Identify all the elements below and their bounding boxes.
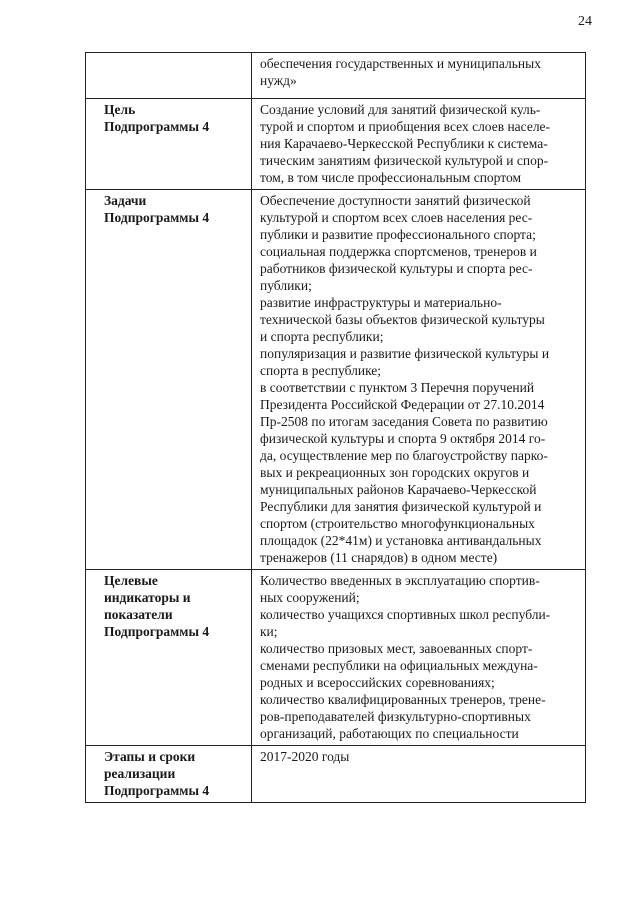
row-content-line: ния Карачаево-Черкесской Республики к система-	[260, 136, 548, 151]
row-content-line: популяризация и развитие физической культуры и	[260, 346, 550, 361]
row-content-line: да, осуществление мер по благоустройству парко-	[260, 448, 548, 463]
table-row	[86, 99, 586, 190]
row-content-line: обеспечения государственных и муниципальных	[260, 56, 541, 71]
row-content-line: физической культуры и спорта 9 октября 2014 го-	[260, 431, 546, 446]
row-content-line: публики и развитие профессионального спорта;	[260, 227, 536, 242]
row-content-line: работников физической культуры и спорта рес-	[260, 261, 533, 276]
row-content-line: площадок (22*41м) и установка антивандальных	[260, 533, 542, 548]
row-content-line: турой и спортом и приобщения всех слоев населе-	[260, 119, 551, 134]
row-content-line: Президента Российской Федерации от 27.10.2014	[260, 397, 545, 412]
row-label	[86, 99, 252, 190]
row-content-line: 2017-2020 годы	[260, 749, 350, 764]
row-content-line: Обеспечение доступности занятий физической	[260, 193, 531, 208]
row-content-line: ки;	[260, 624, 278, 639]
row-content	[252, 746, 586, 803]
row-content-line: том, в том числе профессиональным спортом	[260, 170, 521, 185]
row-content-line: Пр-2508 по итогам заседания Совета по развитию	[260, 414, 548, 429]
row-content-line: количество учащихся спортивных школ республи-	[260, 607, 551, 622]
row-content-line: и спорта республики;	[260, 329, 384, 344]
row-content-line: организаций, работающих по специальности	[260, 726, 519, 741]
row-label-line: Цель	[104, 102, 136, 117]
row-content-line: тическим занятиям физической культурой и спор-	[260, 153, 549, 168]
row-label	[86, 53, 252, 99]
row-label-line: индикаторы и	[104, 590, 191, 605]
row-label-line: Подпрограммы 4	[104, 783, 210, 798]
row-content-line: спортом (строительство многофункциональных	[260, 516, 535, 531]
row-content	[252, 570, 586, 746]
row-content-line: Республики для занятия физической культурой и	[260, 499, 542, 514]
row-content-line: ров-преподавателей физкультурно-спортивных	[260, 709, 531, 724]
row-label-line: Целевые	[104, 573, 158, 588]
row-label-line: Подпрограммы 4	[104, 119, 210, 134]
row-label-line: Подпрограммы 4	[104, 624, 210, 639]
row-content-line: культурой и спортом всех слоев населения рес-	[260, 210, 533, 225]
row-label-line: Задачи	[104, 193, 147, 208]
table-row	[86, 570, 586, 746]
row-content-line: нужд»	[260, 73, 297, 88]
row-content-line: тренажеров (11 снарядов) в одном месте)	[260, 550, 498, 565]
row-content	[252, 99, 586, 190]
row-label	[86, 746, 252, 803]
row-label-line: показатели	[104, 607, 173, 622]
row-content-line: сменами республики на официальных междуна-	[260, 658, 538, 673]
row-label-line: Этапы и сроки	[104, 749, 196, 764]
row-content-line: публики;	[260, 278, 312, 293]
row-content-line: Создание условий для занятий физической куль-	[260, 102, 541, 117]
row-content-line: социальная поддержка спортсменов, тренеров и	[260, 244, 537, 259]
row-label-line: реализации	[104, 766, 176, 781]
row-content	[252, 190, 586, 570]
row-content-line: количество призовых мест, завоеванных спорт-	[260, 641, 533, 656]
row-content-line: технической базы объектов физической культуры	[260, 312, 545, 327]
row-label-line: Подпрограммы 4	[104, 210, 210, 225]
row-content-line: вых и рекреационных зон городских округов и	[260, 465, 530, 480]
row-content-line: развитие инфраструктуры и материально-	[260, 295, 502, 310]
table-row	[86, 746, 586, 803]
row-content-line: родных и всероссийских соревнованиях;	[260, 675, 495, 690]
row-content-line: спорта в республике;	[260, 363, 382, 378]
row-content-line: муниципальных районов Карачаево-Черкесской	[260, 482, 537, 497]
table-row	[86, 190, 586, 570]
row-content-line: ных сооружений;	[260, 590, 360, 605]
row-content-line: количество квалифицированных тренеров, трене-	[260, 692, 546, 707]
page-number: 24	[578, 14, 592, 29]
subprogram-passport-table	[85, 52, 586, 803]
row-content-line: в соответствии с пунктом 3 Перечня поручений	[260, 380, 535, 395]
row-label	[86, 190, 252, 570]
table-row	[86, 53, 586, 99]
row-content-line: Количество введенных в эксплуатацию спортив-	[260, 573, 540, 588]
row-label	[86, 570, 252, 746]
row-content	[252, 53, 586, 99]
